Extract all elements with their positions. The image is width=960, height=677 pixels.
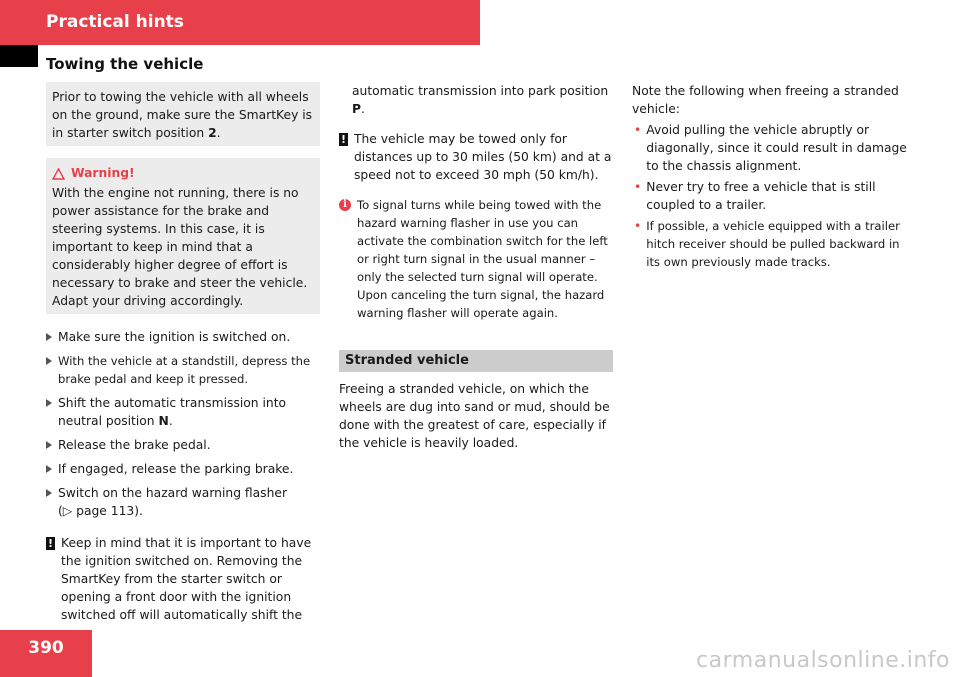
step-arrow-icon	[46, 357, 52, 365]
page-number: 390	[28, 638, 64, 658]
bullet-icon: •	[634, 219, 642, 233]
stranded-intro: Note the following when freeing a stranded vehicle:	[632, 84, 899, 116]
page-number-box	[0, 630, 92, 677]
list-item: If engaged, release the parking brake.	[46, 460, 320, 478]
step-arrow-icon	[46, 333, 52, 341]
list-item: Shift the automatic transmission into neutral position N.	[46, 394, 320, 430]
caution-note: ! Keep in mind that it is important to have the ignition switched on. Removing the SmartKey from the starter switch or opening a front door with the ignition switched off will automatically shift the	[47, 536, 312, 622]
column-2	[339, 82, 613, 452]
towing-limit-note: ! The vehicle may be towed only for distances up to 30 miles (50 km) and at a speed not to exceed 30 mph (50 km/h).	[340, 132, 612, 182]
list-item: Release the brake pedal.	[46, 436, 320, 454]
watermark: carmanualsonline.info	[696, 648, 950, 673]
step-list	[46, 328, 320, 520]
continued-text: automatic transmission into park position P.	[352, 84, 609, 116]
exclamation-icon: !	[340, 133, 347, 146]
info-icon: i	[339, 199, 351, 211]
step-arrow-icon	[46, 399, 52, 407]
column-3	[632, 82, 910, 271]
list-item: • Never try to free a vehicle that is still coupled to a trailer.	[634, 180, 876, 212]
step-arrow-icon	[46, 489, 52, 497]
list-item: • Avoid pulling the vehicle abruptly or diagonally, since it could result in damage to the chassis alignment.	[634, 123, 907, 173]
info-note: i To signal turns while being towed with the hazard warning flasher in use you can activate the combination switch for the left or right turn signal in the usual manner – only the selected turn signal will operate. Upon canceling the turn signal, the hazard warning flasher will operate again.	[339, 196, 613, 322]
stranded-vehicle-heading: Stranded vehicle	[339, 350, 613, 372]
section-title: Towing the vehicle	[46, 55, 204, 73]
chapter-title: Practical hints	[46, 12, 184, 32]
page-reference-link[interactable]: (▷ page 113).	[58, 504, 143, 518]
warning-triangle-icon	[52, 167, 65, 179]
section-tab-marker	[0, 45, 38, 67]
header-bar	[0, 0, 480, 45]
bullet-list	[632, 121, 910, 271]
warning-box	[46, 158, 320, 314]
bullet-icon: •	[634, 180, 642, 194]
list-item: With the vehicle at a standstill, depress the brake pedal and keep it pressed.	[46, 352, 320, 388]
list-item: Make sure the ignition is switched on.	[46, 328, 320, 346]
stranded-text: Freeing a stranded vehicle, on which the wheels are dug into sand or mud, should be done with the greatest of care, especially if the vehicle is heavily loaded.	[339, 382, 610, 450]
step-arrow-icon	[46, 465, 52, 473]
warning-title: Warning!	[71, 166, 135, 180]
intro-box	[46, 82, 320, 146]
step-arrow-icon	[46, 441, 52, 449]
list-item: • If possible, a vehicle equipped with a trailer hitch receiver should be pulled backward in its own previously made tracks.	[634, 219, 900, 269]
bullet-icon: •	[634, 123, 642, 137]
exclamation-icon: !	[47, 537, 54, 550]
column-1	[46, 82, 320, 624]
warning-text: With the engine not running, there is no power assistance for the brake and steering systems. In this case, it is important to keep in mind that a considerably higher degree of effort is necessary to brake and steer the vehicle. Adapt your driving accordingly.	[52, 186, 308, 308]
warning-heading	[52, 164, 314, 182]
intro-text: Prior to towing the vehicle with all wheels on the ground, make sure the SmartKey is in starter switch position 2.	[52, 90, 313, 140]
list-item: Switch on the hazard warning flasher (▷ page 113).	[46, 484, 320, 520]
